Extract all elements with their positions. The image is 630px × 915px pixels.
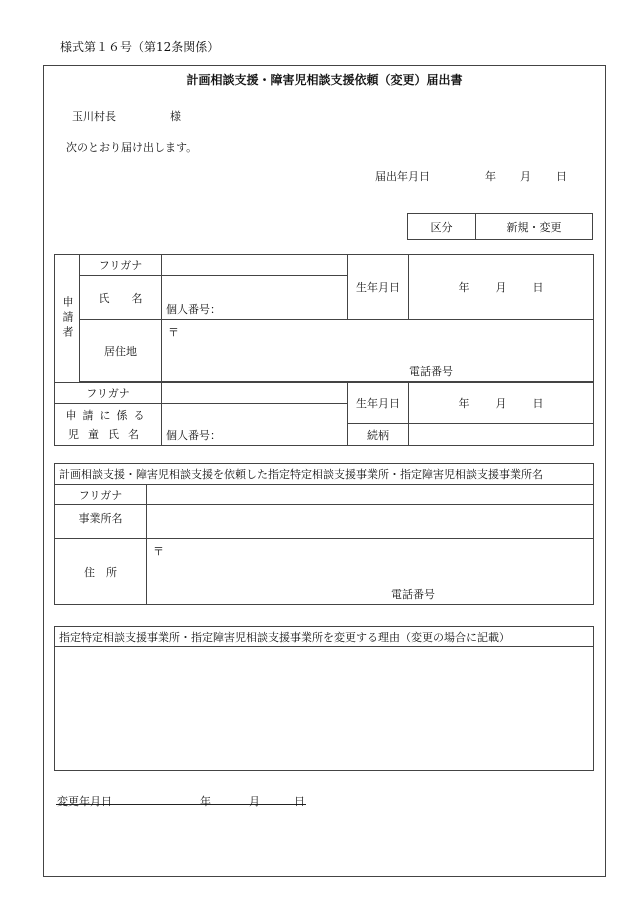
form-number: 様式第１６号（第12条関係）: [60, 40, 220, 54]
provider-address-input[interactable]: [147, 539, 594, 605]
applicant-name-label: 氏 名: [80, 276, 162, 320]
provider-postal-mark: 〒: [153, 545, 164, 558]
child-relation-input[interactable]: [409, 424, 594, 446]
submission-date-label: 届出年月日: [375, 170, 430, 183]
applicant-personal-number-label: 個人番号：: [166, 303, 221, 316]
provider-phone-label: 電話番号: [391, 588, 435, 601]
child-relation-label: 続柄: [348, 424, 409, 446]
child-birth-day: 日: [532, 397, 544, 411]
applicant-address-input[interactable]: [162, 320, 594, 382]
document-title: 計画相談支援・障害児相談支援依頼（変更）届出書: [186, 73, 463, 87]
change-date-month[interactable]: 月: [249, 795, 260, 808]
applicant-birth-day: 日: [532, 281, 544, 294]
change-date-day[interactable]: 日: [294, 795, 305, 808]
change-date-label: 変更年月日: [57, 795, 112, 808]
applicant-birth-label: 生年月日: [348, 255, 409, 320]
child-furigana-input[interactable]: [162, 383, 348, 404]
child-name-label: 申請に係る 児童氏名: [55, 404, 162, 446]
reason-input[interactable]: [55, 647, 594, 771]
child-personal-number-label: 個人番号：: [166, 429, 221, 442]
applicant-birth-month: 月: [495, 281, 507, 294]
category-table: [407, 213, 593, 240]
provider-furigana-label: フリガナ: [55, 485, 147, 505]
applicant-furigana-label: フリガナ: [80, 255, 162, 276]
provider-office-name-input[interactable]: [147, 505, 594, 539]
change-date-year[interactable]: 年: [200, 795, 211, 808]
submission-date-year[interactable]: 年: [485, 170, 496, 183]
intro-text: 次のとおり届け出します。: [66, 141, 198, 154]
category-label: 区分: [408, 214, 476, 240]
provider-address-label: 住 所: [55, 539, 147, 605]
applicant-name-input[interactable]: [162, 276, 348, 320]
provider-office-name-label: 事業所名: [55, 505, 147, 539]
submission-date-day[interactable]: 日: [556, 170, 567, 183]
submission-date-month[interactable]: 月: [520, 170, 531, 183]
reason-header: 指定特定相談支援事業所・指定障害児相談支援事業所を変更する理由（変更の場合に記載）: [55, 627, 594, 647]
child-name-input[interactable]: [162, 404, 348, 446]
child-birth-month: 月: [495, 397, 507, 411]
applicant-furigana-input[interactable]: [162, 255, 348, 276]
child-birth-year: 年: [458, 397, 470, 411]
category-value[interactable]: 新規・変更: [476, 214, 593, 240]
applicant-postal-mark: 〒: [168, 326, 179, 339]
provider-header: 計画相談支援・障害児相談支援を依頼した指定特定相談支援事業所・指定障害児相談支援事業所名: [55, 464, 594, 485]
child-birth-label: 生年月日: [348, 383, 409, 424]
applicant-birth-input[interactable]: [409, 255, 594, 320]
applicant-table: [54, 254, 594, 446]
applicant-address-label: 居住地: [80, 320, 162, 382]
applicant-birth-year: 年: [458, 281, 470, 294]
child-furigana-label: フリガナ: [55, 383, 162, 404]
child-birth-input[interactable]: [409, 383, 594, 424]
provider-table: [54, 463, 594, 605]
addressee: 玉川村長: [72, 110, 116, 123]
provider-furigana-input[interactable]: [147, 485, 594, 505]
addressee-suffix: 様: [170, 110, 181, 123]
reason-table: [54, 626, 594, 771]
applicant-section-label: 申請者: [55, 255, 80, 383]
applicant-phone-label: 電話番号: [409, 365, 453, 378]
